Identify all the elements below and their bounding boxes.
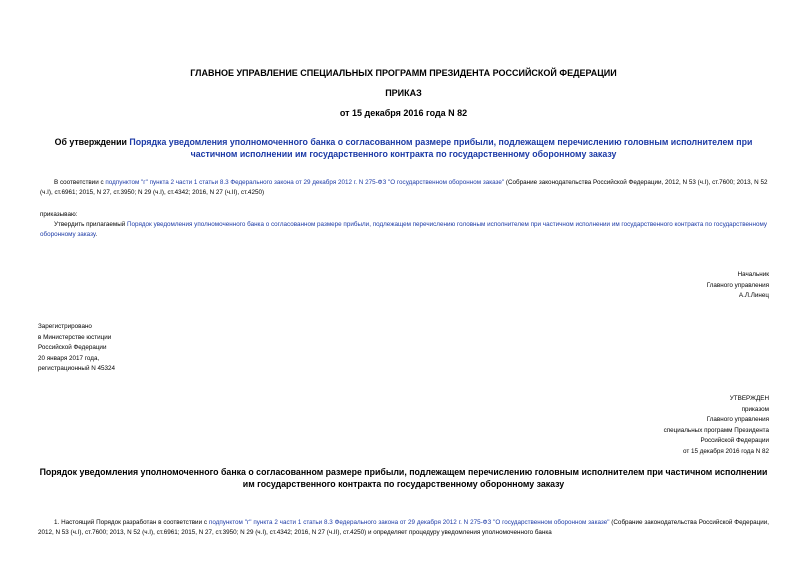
- clause-1-law-link[interactable]: подпунктом "г" пункта 2 части 1 статьи 8.3 Федерального закона от 29 декабря 2012 г. N 275-ФЗ "О государственном оборонном заказе": [208, 519, 610, 526]
- registration-line: в Министерстве юстиции: [38, 333, 112, 341]
- approved-block: [664, 394, 769, 457]
- approved-line: приказом: [741, 405, 769, 413]
- approved-line: УТВЕРЖДЕН: [729, 395, 769, 402]
- registration-line: регистрационный N 45324: [38, 365, 116, 372]
- approved-line: Российской Федерации: [700, 437, 769, 444]
- approved-line: специальных программ Президента: [663, 426, 769, 434]
- order-word: приказываю:: [40, 211, 78, 218]
- signature-name: А.Л.Линец: [738, 292, 769, 299]
- signature-block: [707, 270, 769, 302]
- procedure-title: Порядок уведомления уполномоченного банка о согласованном размере прибыли, подлежащем перечислению головным исполнителем при частичном исполнении им государственного контракта по государственному оборонному заказу: [39, 467, 768, 489]
- document-date-number: от 15 декабря 2016 года N 82: [339, 108, 468, 118]
- subject-link[interactable]: Порядка уведомления уполномоченного банка о согласованном размере прибыли, подлежащем перечислению головным исполнителем при частичном исполнении им государственного контракта по государственному оборонному заказу: [129, 137, 753, 159]
- approved-line: Главного управления: [706, 416, 769, 423]
- registration-line: 20 января 2017 года,: [38, 354, 100, 362]
- clause-1-text-1: 1. Настоящий Порядок разработан в соответствии с: [54, 519, 209, 526]
- registration-block: [38, 322, 115, 375]
- approve-text-1: Утвердить прилагаемый: [54, 221, 128, 228]
- approve-procedure-link[interactable]: Порядок уведомления уполномоченного банка о согласованном размере прибыли, подлежащем перечислению головным исполнителем при частичном исполнении им государственного контракта по государственному оборонному заказу: [40, 221, 767, 238]
- subject-prefix: Об утверждении: [54, 137, 130, 147]
- document-type: ПРИКАЗ: [385, 88, 422, 98]
- approved-line: от 15 декабря 2016 года N 82: [682, 447, 769, 455]
- preamble-paragraph: [40, 178, 770, 198]
- approve-paragraph: [40, 220, 770, 240]
- registration-line: Зарегистрировано: [38, 323, 92, 330]
- clause-1-text-2: (Собрание законодательства Российской Федерации, 2012, N 53 (ч.I), ст.7600; 2013, N 52 (ч.I), ст.6961; 2015, N 27, ст.3950; N 29 (ч.I), ст.4342; 2016, N 27 (ч.II), ст.4250) и определяет процедуру уведомления уполномоченного банка: [38, 519, 770, 536]
- agency-heading: ГЛАВНОЕ УПРАВЛЕНИЕ СПЕЦИАЛЬНЫХ ПРОГРАММ ПРЕЗИДЕНТА РОССИЙСКОЙ ФЕДЕРАЦИИ: [190, 68, 617, 78]
- signature-department: Главного управления: [706, 281, 769, 289]
- preamble-text-2: (Собрание законодательства Российской Федерации, 2012, N 53 (ч.I), ст.7600; 2013, N 52 (ч.I), ст.6961; 2015, N 27, ст.3950; N 29 (ч.I), ст.4342; 2016, N 27 (ч.II), ст.4250): [40, 179, 768, 196]
- registration-line: Российской Федерации: [38, 344, 107, 351]
- clause-1-paragraph: [38, 518, 769, 538]
- approve-text-2: .: [95, 231, 98, 238]
- preamble-text-1: В соответствии с: [54, 179, 106, 186]
- signature-position: Начальник: [737, 271, 769, 278]
- order-subject: [50, 136, 757, 160]
- preamble-law-link[interactable]: подпунктом "г" пункта 2 части 1 статьи 8.3 Федерального закона от 29 декабря 2012 г. N 275-ФЗ "О государственном оборонном заказе": [105, 179, 505, 186]
